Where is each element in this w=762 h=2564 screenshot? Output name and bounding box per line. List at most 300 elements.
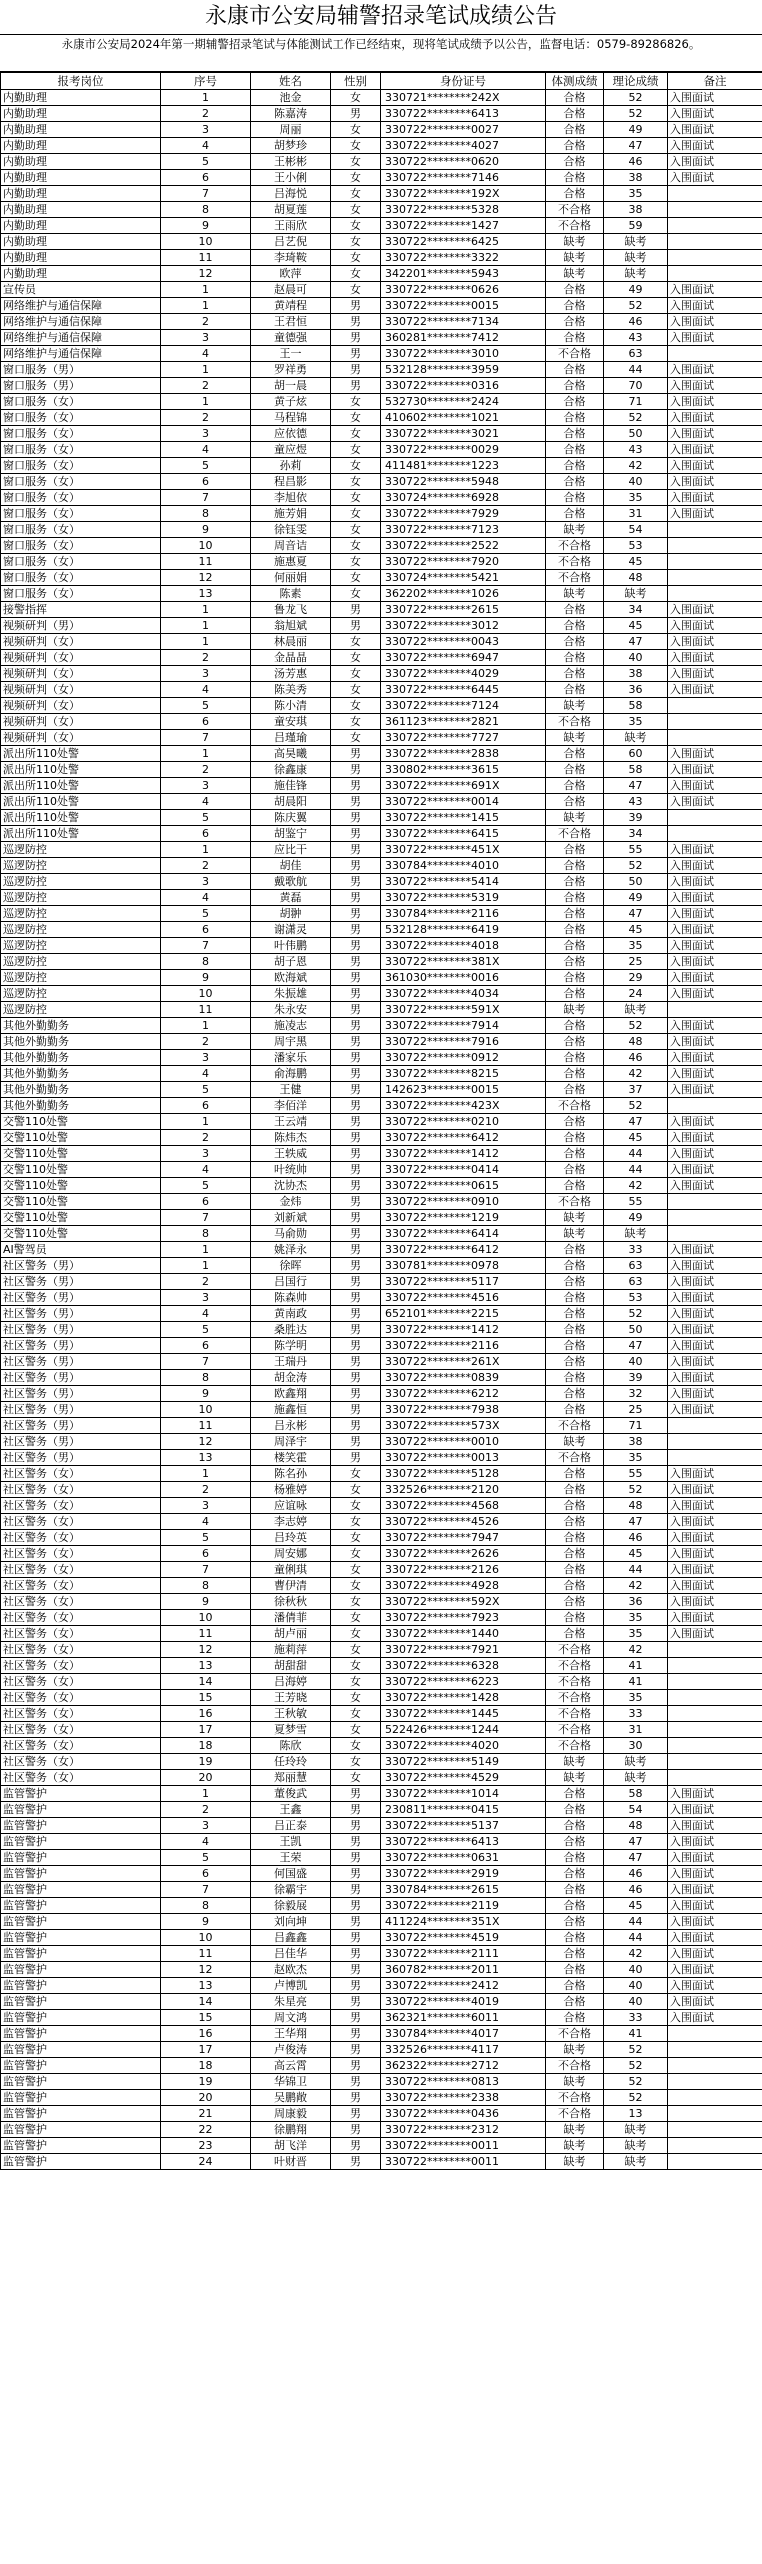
col-number-cell: 9 (161, 1386, 251, 1402)
col-remark-cell: 入围面试 (668, 1834, 762, 1850)
col-number-cell: 6 (161, 1338, 251, 1354)
col-name-cell: 楼笑霍 (251, 1450, 331, 1466)
col-id-cell: 330722********4027 (381, 138, 546, 154)
col-fitness-cell: 合格 (546, 186, 604, 202)
col-id-cell: 411224********351X (381, 1914, 546, 1930)
col-remark-cell: 入围面试 (668, 1914, 762, 1930)
col-remark-cell: 入围面试 (668, 1290, 762, 1306)
col-id-cell: 330722********7124 (381, 698, 546, 714)
table-row (1, 602, 762, 618)
col-id-cell: 330722********6445 (381, 682, 546, 698)
col-id-cell: 330722********7947 (381, 1530, 546, 1546)
col-position-cell: 视频研判（女） (1, 650, 161, 666)
col-theory-cell: 44 (604, 1930, 668, 1946)
col-fitness-cell: 合格 (546, 1034, 604, 1050)
col-position-cell: 监管警护 (1, 2042, 161, 2058)
col-id-cell: 330722********4519 (381, 1930, 546, 1946)
table-row (1, 282, 762, 298)
col-id-cell: 330722********7914 (381, 1018, 546, 1034)
col-gender-cell: 男 (331, 1850, 381, 1866)
col-number-cell: 8 (161, 1898, 251, 1914)
col-gender-cell: 男 (331, 2026, 381, 2042)
col-fitness-cell: 合格 (546, 1306, 604, 1322)
col-gender-cell: 男 (331, 1386, 381, 1402)
col-id-cell: 330722********2119 (381, 1898, 546, 1914)
table-row (1, 2122, 762, 2138)
table-row (1, 1962, 762, 1978)
col-gender-cell: 女 (331, 1610, 381, 1626)
col-gender-cell: 男 (331, 2122, 381, 2138)
col-gender-cell: 男 (331, 1002, 381, 1018)
col-fitness-cell: 合格 (546, 2010, 604, 2026)
col-gender-cell: 女 (331, 1690, 381, 1706)
col-fitness-cell: 合格 (546, 1898, 604, 1914)
table-row (1, 2058, 762, 2074)
col-theory-cell: 42 (604, 1178, 668, 1194)
col-theory-cell: 42 (604, 458, 668, 474)
col-number-cell: 7 (161, 490, 251, 506)
col-id-cell: 330722********5414 (381, 874, 546, 890)
col-name-cell: 王瑞丹 (251, 1354, 331, 1370)
col-remark-cell (668, 1194, 762, 1210)
col-theory-cell: 52 (604, 1098, 668, 1114)
table-row (1, 970, 762, 986)
col-gender-cell: 女 (331, 1562, 381, 1578)
col-gender-cell: 女 (331, 234, 381, 250)
col-id-cell: 330722********0029 (381, 442, 546, 458)
col-gender-cell: 女 (331, 1530, 381, 1546)
col-fitness-cell: 合格 (546, 986, 604, 1002)
col-number-cell: 3 (161, 1498, 251, 1514)
table-row (1, 1162, 762, 1178)
col-fitness-cell: 合格 (546, 1082, 604, 1098)
col-fitness-cell: 不合格 (546, 1674, 604, 1690)
col-id-cell: 330722********0027 (381, 122, 546, 138)
col-id-cell: 330722********4020 (381, 1738, 546, 1754)
col-position-cell: 社区警务（女） (1, 1562, 161, 1578)
table-row (1, 1498, 762, 1514)
col-position-cell: 窗口服务（女） (1, 506, 161, 522)
col-number-cell: 3 (161, 874, 251, 890)
col-id-cell: 330722********7134 (381, 314, 546, 330)
col-id-cell: 330722********2312 (381, 2122, 546, 2138)
col-number-cell: 12 (161, 1642, 251, 1658)
col-remark-cell (668, 586, 762, 602)
col-id-cell: 330722********6412 (381, 1242, 546, 1258)
table-row (1, 106, 762, 122)
col-fitness-cell: 缺考 (546, 1226, 604, 1242)
col-position-cell: 社区警务（男） (1, 1290, 161, 1306)
col-remark-cell: 入围面试 (668, 1530, 762, 1546)
table-row (1, 1882, 762, 1898)
col-id-cell: 330722********2111 (381, 1946, 546, 1962)
col-position-cell: 监管警护 (1, 2010, 161, 2026)
col-theory-cell: 50 (604, 1322, 668, 1338)
col-remark-cell: 入围面试 (668, 1050, 762, 1066)
col-fitness-cell: 不合格 (546, 1658, 604, 1674)
col-name-cell: 胡甜甜 (251, 1658, 331, 1674)
col-id-cell: 330722********4034 (381, 986, 546, 1002)
table-row (1, 2106, 762, 2122)
col-id-cell: 330722********4529 (381, 1770, 546, 1786)
col-gender-cell: 女 (331, 202, 381, 218)
table-row (1, 1002, 762, 1018)
table-row (1, 2154, 762, 2170)
col-position-cell: 派出所110处警 (1, 794, 161, 810)
col-id-cell: 330722********4019 (381, 1994, 546, 2010)
col-name-cell: 吕永彬 (251, 1418, 331, 1434)
col-id-cell: 330722********4516 (381, 1290, 546, 1306)
col-theory-cell: 52 (604, 2074, 668, 2090)
col-name-cell: 周音诘 (251, 538, 331, 554)
col-fitness-cell: 合格 (546, 602, 604, 618)
col-theory-cell: 43 (604, 442, 668, 458)
col-fitness-cell: 合格 (546, 1818, 604, 1834)
col-remark-cell: 入围面试 (668, 778, 762, 794)
col-fitness-cell: 合格 (546, 1178, 604, 1194)
col-theory-cell: 45 (604, 554, 668, 570)
col-remark-cell: 入围面试 (668, 1354, 762, 1370)
col-id-cell: 330784********2116 (381, 906, 546, 922)
col-number-cell: 2 (161, 1802, 251, 1818)
table-row (1, 1274, 762, 1290)
col-name-cell: 周泽宇 (251, 1434, 331, 1450)
col-fitness-cell: 不合格 (546, 826, 604, 842)
col-remark-cell: 入围面试 (668, 682, 762, 698)
col-position-cell: 巡逻防控 (1, 970, 161, 986)
col-name-cell: 徐毅展 (251, 1898, 331, 1914)
col-theory-cell: 63 (604, 1258, 668, 1274)
col-gender-cell: 男 (331, 378, 381, 394)
col-remark-cell (668, 186, 762, 202)
col-theory-cell: 52 (604, 106, 668, 122)
col-number-cell: 4 (161, 794, 251, 810)
col-theory-cell: 缺考 (604, 234, 668, 250)
col-position-cell: 内勤助理 (1, 90, 161, 106)
col-name-cell: 胡翀 (251, 906, 331, 922)
col-theory-cell: 40 (604, 1962, 668, 1978)
table-row (1, 1130, 762, 1146)
col-fitness-cell: 不合格 (546, 538, 604, 554)
col-position-cell: 监管警护 (1, 1818, 161, 1834)
col-position-cell: 监管警护 (1, 2122, 161, 2138)
col-name-cell: 董俊武 (251, 1786, 331, 1802)
col-remark-cell: 入围面试 (668, 1802, 762, 1818)
col-gender-cell: 女 (331, 266, 381, 282)
col-name-cell: 胡飞洋 (251, 2138, 331, 2154)
col-theory-cell: 47 (604, 1514, 668, 1530)
col-position-cell: 接警指挥 (1, 602, 161, 618)
table-row (1, 650, 762, 666)
col-name-cell: 施佳锋 (251, 778, 331, 794)
col-id-cell: 330724********6928 (381, 490, 546, 506)
col-name-cell: 胡佳 (251, 858, 331, 874)
col-id-cell: 532128********6419 (381, 922, 546, 938)
col-remark-cell: 入围面试 (668, 1258, 762, 1274)
col-remark-cell (668, 1754, 762, 1770)
col-remark-cell (668, 1450, 762, 1466)
col-name-cell: 黄靖程 (251, 298, 331, 314)
table-row (1, 1082, 762, 1098)
results-table (0, 72, 762, 2170)
col-gender-cell: 男 (331, 1994, 381, 2010)
col-name-cell: 程昌影 (251, 474, 331, 490)
col-theory-cell: 38 (604, 666, 668, 682)
col-remark-cell: 入围面试 (668, 1034, 762, 1050)
col-number-cell: 4 (161, 442, 251, 458)
col-position-cell: 社区警务（女） (1, 1738, 161, 1754)
table-row (1, 1626, 762, 1642)
col-remark-cell (668, 730, 762, 746)
col-id-cell: 330722********5128 (381, 1466, 546, 1482)
col-name-cell: 桑胜达 (251, 1322, 331, 1338)
col-remark-cell: 入围面试 (668, 394, 762, 410)
col-fitness-cell: 合格 (546, 890, 604, 906)
col-gender-cell: 女 (331, 586, 381, 602)
col-remark-cell (668, 826, 762, 842)
col-name-cell: 叶财晋 (251, 2154, 331, 2170)
col-theory-cell: 50 (604, 874, 668, 890)
col-position-cell: 监管警护 (1, 1930, 161, 1946)
col-remark-cell (668, 810, 762, 826)
col-id-cell: 330722********2615 (381, 602, 546, 618)
col-name-cell: 周文鸿 (251, 2010, 331, 2026)
col-gender-cell: 女 (331, 1578, 381, 1594)
col-gender-cell: 男 (331, 1162, 381, 1178)
col-gender-cell: 男 (331, 1050, 381, 1066)
col-number-cell: 9 (161, 1914, 251, 1930)
col-remark-cell: 入围面试 (668, 106, 762, 122)
col-theory-cell: 36 (604, 1594, 668, 1610)
col-fitness-cell: 合格 (546, 1786, 604, 1802)
col-number-cell: 16 (161, 1706, 251, 1722)
col-theory-cell: 52 (604, 2090, 668, 2106)
col-remark-cell: 入围面试 (668, 602, 762, 618)
table-row (1, 1226, 762, 1242)
col-number-cell: 1 (161, 90, 251, 106)
col-id-cell: 330722********7921 (381, 1642, 546, 1658)
col-position-cell: 监管警护 (1, 2058, 161, 2074)
col-gender-cell: 男 (331, 1194, 381, 1210)
col-position-cell: 社区警务（女） (1, 1498, 161, 1514)
col-number-cell: 13 (161, 1658, 251, 1674)
col-theory-cell: 35 (604, 1450, 668, 1466)
col-fitness-cell: 不合格 (546, 2026, 604, 2042)
col-id-cell: 330722********0414 (381, 1162, 546, 1178)
col-position-cell: 监管警护 (1, 2026, 161, 2042)
col-remark-cell: 入围面试 (668, 1978, 762, 1994)
col-position-cell: 社区警务（男） (1, 1450, 161, 1466)
col-remark-cell: 入围面试 (668, 874, 762, 890)
col-gender-cell: 男 (331, 1322, 381, 1338)
col-number-cell: 18 (161, 1738, 251, 1754)
table-row (1, 1338, 762, 1354)
col-theory-cell: 42 (604, 1066, 668, 1082)
col-remark-cell: 入围面试 (668, 1546, 762, 1562)
table-row (1, 170, 762, 186)
col-fitness-cell: 缺考 (546, 2074, 604, 2090)
col-gender-cell: 男 (331, 890, 381, 906)
col-number-cell: 20 (161, 1770, 251, 1786)
col-id-cell: 330722********6328 (381, 1658, 546, 1674)
col-name-cell: 陈森帅 (251, 1290, 331, 1306)
col-fitness-cell: 合格 (546, 362, 604, 378)
col-position-cell: 社区警务（女） (1, 1770, 161, 1786)
col-gender-cell: 女 (331, 506, 381, 522)
table-row (1, 1978, 762, 1994)
col-remark-cell (668, 1690, 762, 1706)
col-remark-cell: 入围面试 (668, 1962, 762, 1978)
col-theory-cell: 43 (604, 794, 668, 810)
col-id-cell: 330722********3021 (381, 426, 546, 442)
col-position-cell: 社区警务（男） (1, 1402, 161, 1418)
col-remark-cell: 入围面试 (668, 1594, 762, 1610)
col-fitness-cell: 合格 (546, 154, 604, 170)
col-remark-cell: 入围面试 (668, 506, 762, 522)
col-theory-cell: 71 (604, 394, 668, 410)
col-name-cell: 徐鑫康 (251, 762, 331, 778)
col-number-cell: 8 (161, 506, 251, 522)
col-number-cell: 3 (161, 1146, 251, 1162)
col-fitness-cell: 合格 (546, 1466, 604, 1482)
col-fitness-cell: 合格 (546, 1530, 604, 1546)
col-name-cell: 马俞勋 (251, 1226, 331, 1242)
col-theory-cell: 46 (604, 1530, 668, 1546)
col-number-cell: 13 (161, 1450, 251, 1466)
col-fitness-cell: 不合格 (546, 2090, 604, 2106)
col-remark-cell (668, 2138, 762, 2154)
col-gender-cell: 女 (331, 170, 381, 186)
col-name-cell: 叶统帅 (251, 1162, 331, 1178)
col-position-cell: 监管警护 (1, 1850, 161, 1866)
col-number-cell: 1 (161, 1466, 251, 1482)
col-fitness-cell: 缺考 (546, 1770, 604, 1786)
col-fitness-cell: 不合格 (546, 714, 604, 730)
col-name-cell: 金炜 (251, 1194, 331, 1210)
col-number-cell: 5 (161, 154, 251, 170)
col-fitness-cell: 合格 (546, 1930, 604, 1946)
col-name-cell: 卢博凯 (251, 1978, 331, 1994)
col-gender-cell: 女 (331, 1466, 381, 1482)
col-fitness-cell: 合格 (546, 1370, 604, 1386)
col-position-cell: 社区警务（女） (1, 1514, 161, 1530)
table-row (1, 1514, 762, 1530)
col-name-cell: 池金 (251, 90, 331, 106)
col-name-cell: 何丽娟 (251, 570, 331, 586)
col-id-cell: 330722********0011 (381, 2138, 546, 2154)
table-row (1, 986, 762, 1002)
col-name-cell: 吕艺倪 (251, 234, 331, 250)
table-row (1, 1578, 762, 1594)
col-position-cell: 窗口服务（女） (1, 458, 161, 474)
col-name-cell: 徐钰雯 (251, 522, 331, 538)
col-gender-cell: 女 (331, 1770, 381, 1786)
col-gender-cell: 男 (331, 618, 381, 634)
col-remark-cell (668, 218, 762, 234)
table-row (1, 1546, 762, 1562)
col-fitness-cell: 合格 (546, 1514, 604, 1530)
col-id-cell: 330722********0210 (381, 1114, 546, 1130)
col-position-cell: 交警110处警 (1, 1194, 161, 1210)
col-remark-cell (668, 2026, 762, 2042)
col-name-cell: 吕佳华 (251, 1946, 331, 1962)
col-remark-cell: 入围面试 (668, 474, 762, 490)
col-fitness-cell: 合格 (546, 506, 604, 522)
col-position-cell: 监管警护 (1, 1802, 161, 1818)
col-number-cell: 10 (161, 1930, 251, 1946)
table-row (1, 570, 762, 586)
col-name-cell: 周丽 (251, 122, 331, 138)
col-fitness-cell: 合格 (546, 762, 604, 778)
col-remark-cell (668, 1002, 762, 1018)
col-theory-cell: 39 (604, 1370, 668, 1386)
table-row (1, 1946, 762, 1962)
col-gender-cell: 女 (331, 666, 381, 682)
col-theory-cell: 45 (604, 1130, 668, 1146)
table-row (1, 442, 762, 458)
col-remark-cell: 入围面试 (668, 1850, 762, 1866)
col-fitness-cell: 不合格 (546, 570, 604, 586)
col-position-cell: 视频研判（女） (1, 714, 161, 730)
col-fitness-cell: 合格 (546, 1850, 604, 1866)
col-name-cell: 吕海婷 (251, 1674, 331, 1690)
col-number-cell: 10 (161, 538, 251, 554)
col-fitness-cell: 合格 (546, 618, 604, 634)
table-row (1, 1594, 762, 1610)
col-name-cell: 翁旭斌 (251, 618, 331, 634)
col-remark-cell: 入围面试 (668, 666, 762, 682)
col-fitness-cell: 合格 (546, 1610, 604, 1626)
col-gender-cell: 女 (331, 410, 381, 426)
col-fitness-cell: 合格 (546, 1562, 604, 1578)
col-number-cell: 11 (161, 250, 251, 266)
col-name-cell: 夏梦雪 (251, 1722, 331, 1738)
col-number-cell: 2 (161, 1034, 251, 1050)
col-fitness-cell: 合格 (546, 1866, 604, 1882)
col-number-cell: 6 (161, 922, 251, 938)
col-theory-cell: 71 (604, 1418, 668, 1434)
col-position-cell: 社区警务（男） (1, 1354, 161, 1370)
col-position-cell: 交警110处警 (1, 1178, 161, 1194)
col-number-cell: 12 (161, 570, 251, 586)
col-position-cell: 监管警护 (1, 1882, 161, 1898)
col-id-cell: 330722********4568 (381, 1498, 546, 1514)
col-fitness-cell: 缺考 (546, 730, 604, 746)
col-name-cell: 童安琪 (251, 714, 331, 730)
col-theory-cell: 54 (604, 522, 668, 538)
col-id-cell: 330722********6413 (381, 106, 546, 122)
col-name-cell: 童德强 (251, 330, 331, 346)
col-gender-cell: 女 (331, 1498, 381, 1514)
col-gender-cell: 男 (331, 1882, 381, 1898)
col-remark-cell (668, 1674, 762, 1690)
col-remark-cell (668, 570, 762, 586)
col-id-cell: 330722********381X (381, 954, 546, 970)
col-id-cell: 330722********2338 (381, 2090, 546, 2106)
col-position-cell: 监管警护 (1, 2138, 161, 2154)
col-number-cell: 4 (161, 346, 251, 362)
table-row (1, 1866, 762, 1882)
col-remark-cell: 入围面试 (668, 1306, 762, 1322)
col-number-cell: 15 (161, 1690, 251, 1706)
col-remark-cell: 入围面试 (668, 746, 762, 762)
col-name-cell: 周安娜 (251, 1546, 331, 1562)
col-fitness-cell: 合格 (546, 778, 604, 794)
table-row (1, 618, 762, 634)
col-number-cell: 1 (161, 618, 251, 634)
col-position-cell: 网络维护与通信保障 (1, 330, 161, 346)
table-row (1, 2090, 762, 2106)
